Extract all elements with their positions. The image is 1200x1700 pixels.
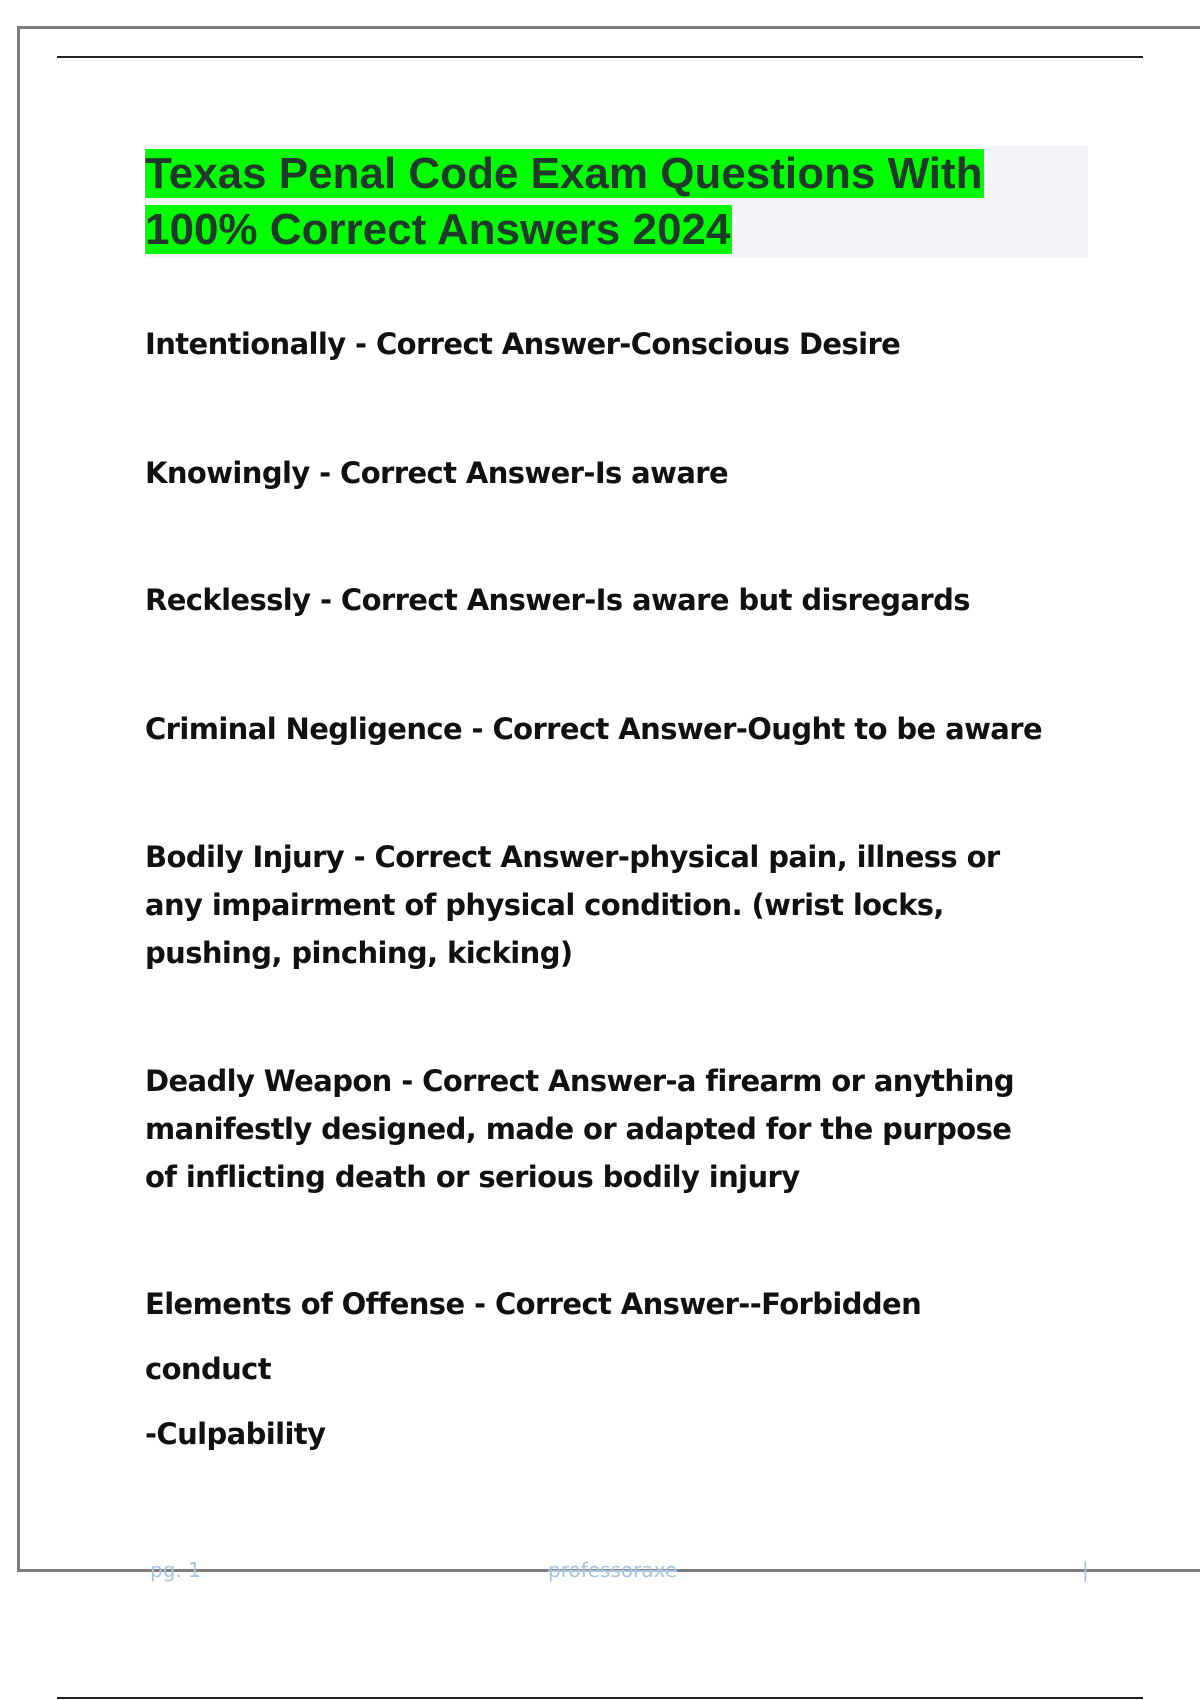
title-line-1: Texas Penal Code Exam Questions With <box>145 149 983 198</box>
qa-item-intentionally: Intentionally - Correct Answer-Conscious Desire <box>145 327 901 361</box>
qa-item-knowingly: Knowingly - Correct Answer-Is aware <box>145 456 729 490</box>
qa-item-bodily-injury: Bodily Injury - Correct Answer-physical pain, illness or any impairment of physical condition. (wrist locks, pushing, pinching, kicking) <box>145 840 1000 970</box>
qa-item-recklessly: Recklessly - Correct Answer-Is aware but disregards <box>145 583 970 617</box>
header-rule <box>57 56 1143 58</box>
footer-brand: professoraxe <box>548 1558 678 1582</box>
qa-item-elements-of-offense <box>145 1272 1045 1467</box>
qa-item-elements-line-1: Elements of Offense - Correct Answer--Forbidden conduct <box>145 1287 922 1386</box>
qa-item-criminal-negligence: Criminal Negligence - Correct Answer-Ought to be aware <box>145 712 1043 746</box>
footer-page-number: pg. 1 <box>150 1558 201 1582</box>
footer-separator: | <box>1082 1558 1089 1582</box>
bottom-rule <box>57 1697 1143 1699</box>
document-title <box>145 146 1088 258</box>
title-line-2: 100% Correct Answers 2024 <box>145 205 731 254</box>
title-block <box>145 146 1088 258</box>
qa-item-elements-line-2: -Culpability <box>145 1417 326 1451</box>
qa-item-deadly-weapon: Deadly Weapon - Correct Answer-a firearm or anything manifestly designed, made or adapted for the purpose of inflicting death or serious bodily injury <box>145 1064 1015 1194</box>
